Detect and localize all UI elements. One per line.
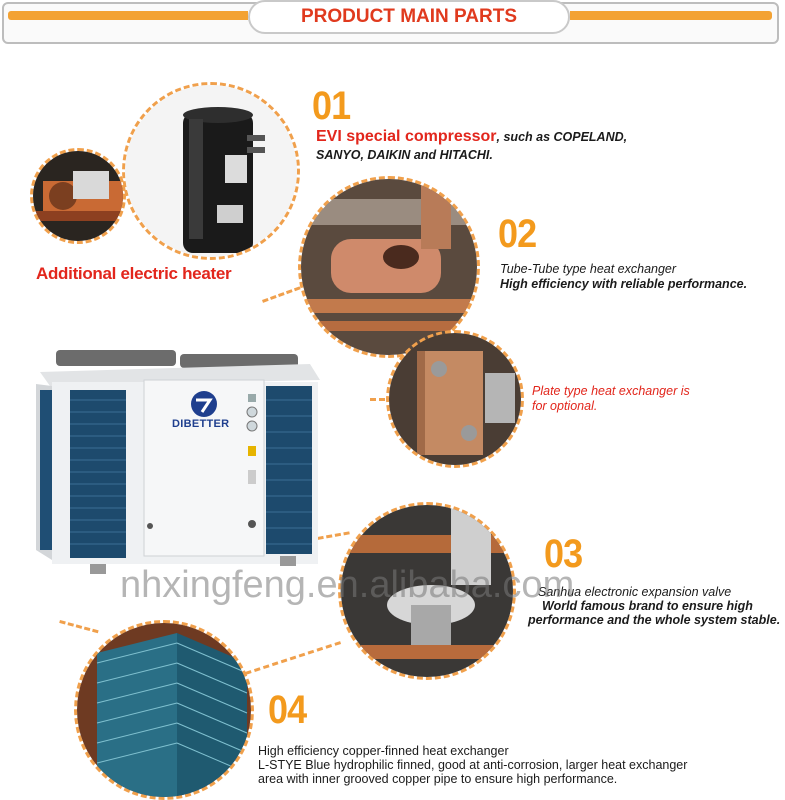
compressor-title: EVI special compressor: [316, 128, 497, 145]
compressor-image: [122, 82, 300, 260]
connector: [262, 286, 301, 302]
plate-note-line-2: for optional.: [532, 399, 598, 413]
part-04-line-1: High efficiency copper-finned heat exchanger: [258, 744, 509, 758]
part-number-03: 03: [544, 532, 583, 576]
connector: [59, 620, 98, 633]
part-03-line-3: performance and the whole system stable.: [528, 613, 781, 627]
page-title: PRODUCT MAIN PARTS: [248, 0, 570, 34]
finned-exchanger-image: [74, 620, 254, 800]
plate-note-line-1: Plate type heat exchanger is: [532, 384, 690, 398]
part-number-02: 02: [498, 212, 537, 256]
header-accent-right: [570, 11, 772, 20]
compressor-desc-2: SANYO, DAIKIN and HITACHI.: [316, 148, 493, 162]
header-accent-left: [8, 11, 248, 20]
compressor-desc-1: , such as COPELAND,: [496, 130, 628, 144]
part-number-01: 01: [312, 84, 351, 128]
part-number-04: 04: [268, 688, 307, 732]
part-04-line-3: area with inner grooved copper pipe to ensure high performance.: [258, 772, 618, 786]
part-02-line-1: Tube-Tube type heat exchanger: [500, 262, 677, 276]
part-02-line-2: High efficiency with reliable performance.: [500, 277, 748, 291]
part-03-line-1: Sanhua electronic expansion valve: [538, 585, 732, 599]
part-04-line-2: L-STYE Blue hydrophilic finned, good at anti-corrosion, larger heat exchanger: [258, 758, 688, 772]
watermark-text: nhxingfeng.en.alibaba.com: [120, 564, 575, 606]
heater-image: [30, 148, 126, 244]
part-01-text: [316, 128, 627, 146]
connector: [245, 641, 341, 675]
unit-brand-label: DIBETTER: [172, 418, 230, 430]
heater-label: Additional electric heater: [36, 264, 232, 283]
heat-pump-unit-image: [30, 350, 330, 580]
plate-exchanger-image: [386, 330, 524, 468]
part-03-line-2: World famous brand to ensure high: [542, 599, 753, 613]
